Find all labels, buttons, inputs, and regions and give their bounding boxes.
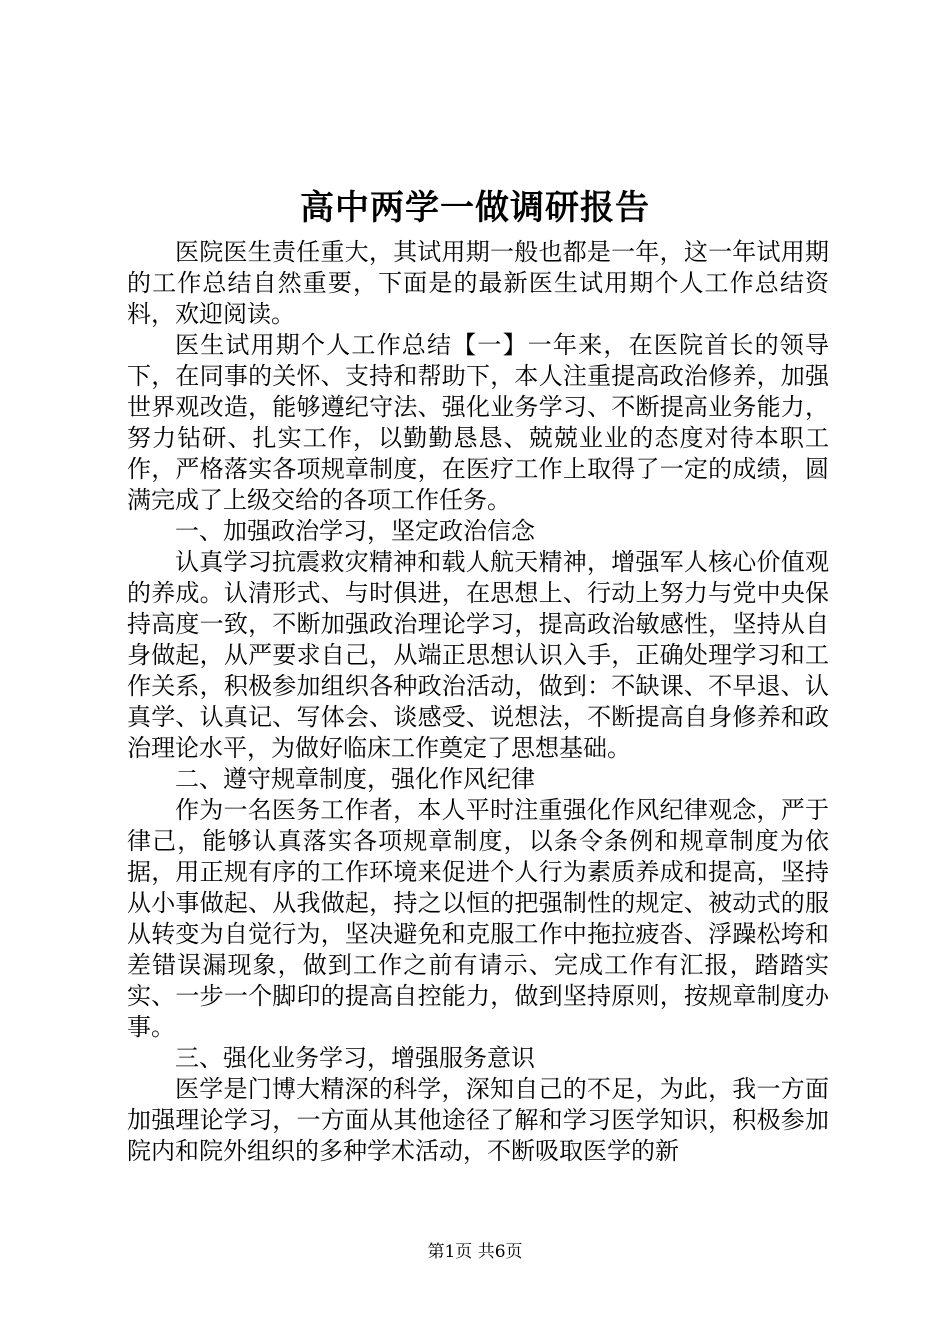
page-number-footer: 第1页 共6页 [427, 1242, 523, 1262]
section-heading-2: 二、遵守规章制度，强化作风纪律 [175, 765, 535, 793]
paragraph-intro: 医院医生责任重大，其试用期一般也都是一年，这一年试用期的工作总结自然重要，下面是的最新医生试用期个人工作总结资料，欢迎阅读。 [127, 238, 829, 328]
paragraph-section-3: 医学是门博大精深的科学，深知自己的不足，为此，我一方面加强理论学习，一方面从其他途径了解和学习医学知识，积极参加院内和院外组织的多种学术活动，不断吸取医学的新 [127, 1075, 829, 1165]
document-body [127, 237, 829, 1167]
document-title: 高中两学一做调研报告 [300, 188, 650, 228]
section-heading-3: 三、强化业务学习，增强服务意识 [175, 1044, 535, 1072]
paragraph-section-2: 作为一名医务工作者，本人平时注重强化作风纪律观念，严于律己，能够认真落实各项规章制度，以条令条例和规章制度为依据，用正规有序的工作环境来促进个人行为素质养成和提高，坚持从小事做起、从我做起，持之以恒的把强制性的规定、被动式的服从转变为自觉行为，坚决避免和克服工作中拖拉疲沓、浮躁松垮和差错误漏现象，做到工作之前有请示、完成工作有汇报，踏踏实实、一步一个脚印的提高自控能力，做到坚持原则，按规章制度办事。 [127, 796, 829, 1041]
paragraph-section-1: 认真学习抗震救灾精神和载人航天精神，增强军人核心价值观的养成。认清形式、与时俱进，在思想上、行动上努力与党中央保持高度一致，不断加强政治理论学习，提高政治敏感性，坚持从自身做起，从严要求自己，从端正思想认识入手，正确处理学习和工作关系，积极参加组织各种政治活动，做到：不缺课、不早退、认真学、认真记、写体会、谈感受、说想法，不断提高自身修养和政治理论水平，为做好临床工作奠定了思想基础。 [127, 548, 829, 762]
paragraph-summary-one: 医生试用期个人工作总结【一】一年来，在医院首长的领导下，在同事的关怀、支持和帮助下，本人注重提高政治修养，加强世界观改造，能够遵纪守法、强化业务学习、不断提高业务能力，努力钻研、扎实工作，以勤勤恳恳、兢兢业业的态度对待本职工作，严格落实各项规章制度，在医疗工作上取得了一定的成绩，圆满完成了上级交给的各项工作任务。 [127, 331, 829, 514]
section-heading-1: 一、加强政治学习，坚定政治信念 [175, 517, 535, 545]
